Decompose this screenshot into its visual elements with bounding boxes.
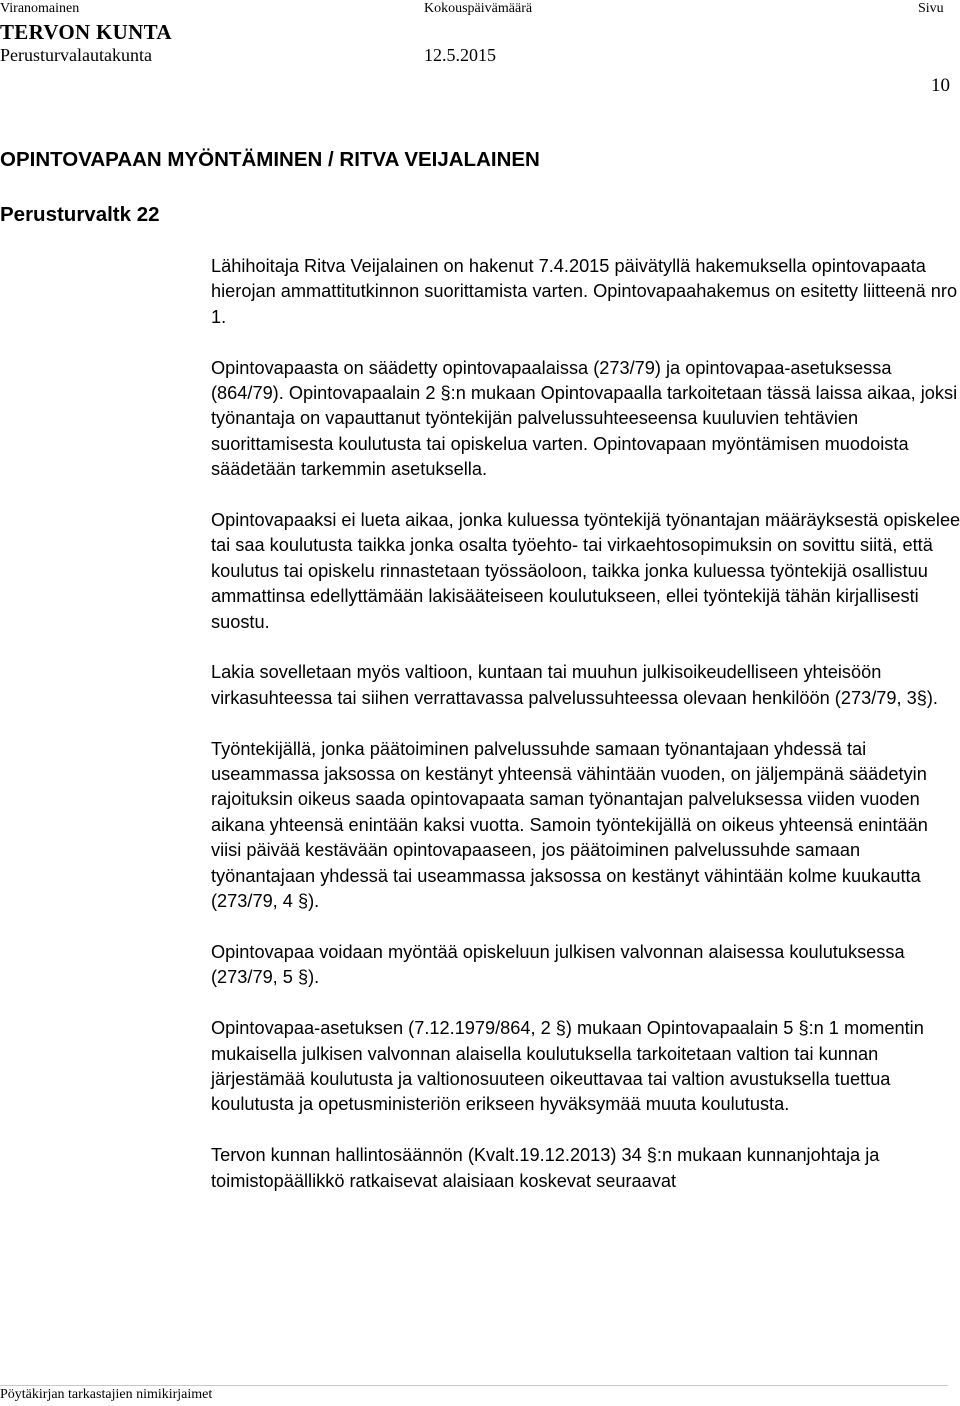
paragraph-application: Lähihoitaja Ritva Veijalainen on hakenut 7.4.2015 päivätyllä hakemuksella opintovapaata hierojan ammattitutkinnon suorittamista varten. Opintovapaahakemus on esitetty liitteenä nro 1.	[211, 256, 958, 327]
paragraph-supervised-education: Opintovapaa voidaan myöntää opiskeluun julkisen valvonnan alaisessa koulutuksessa (273/79, 5 §).	[211, 941, 905, 988]
document-body	[211, 254, 960, 1194]
section-reference: Perusturvaltk 22	[0, 203, 160, 226]
page-number: 10	[931, 75, 950, 96]
footer-divider	[0, 1385, 948, 1386]
paragraph-scope: Lakia sovelletaan myös valtioon, kuntaan tai muuhun julkisoikeudelliseen yhteisöön virkasuhteessa tai siihen verrattavassa palvelussuhteessa olevaan henkilöön (273/79, 3§).	[211, 662, 938, 708]
header-organization: TERVON KUNTA	[0, 20, 172, 44]
document-title: OPINTOVAPAAN MYÖNTÄMINEN / RITVA VEIJALAINEN	[0, 148, 540, 171]
header-authority-label: Viranomainen	[0, 1, 80, 16]
paragraph-exclusions: Opintovapaaksi ei lueta aikaa, jonka kuluessa työntekijä työnantajan määräyksestä opiskelee tai saa koulutusta taikka jonka osalta työehto- tai virkaehtosopimuksin on sovittu siitä, että koulutus tai opiskelu rinnastetaan työssäoloon, taikka jonka kuluessa työntekijä osallistuu ammattinsa edellyttämään lakisääteiseen koulutukseen, ellei työntekijä tähän kirjallisesti suostu.	[211, 510, 960, 632]
header-page-label: Sivu	[918, 1, 944, 16]
header-meeting-date-label: Kokouspäivämäärä	[424, 1, 533, 16]
header-meeting-date: 12.5.2015	[424, 45, 496, 65]
paragraph-administration-rule: Tervon kunnan hallintosäännön (Kvalt.19.12.2013) 34 §:n mukaan kunnanjohtaja ja toimistopäällikkö ratkaisevat alaisiaan koskevat seuraavat	[211, 1145, 880, 1191]
paragraph-entitlement: Työntekijällä, jonka päätoiminen palvelussuhde samaan työnantajaan yhdessä tai useammassa jaksossa on kestänyt yhteensä vähintään vuoden, on jäljempänä säädetyin rajoituksin oikeus saada opintovapaata saman työnantajan palveluksessa viiden vuoden aikana yhteensä enintään kaksi vuotta. Samoin työntekijällä on oikeus yhteensä enintään viisi päivää kestävään opintovapaaseen, jos päätoiminen palvelussuhde samaan työnantajaan yhdessä tai useammassa jaksossa on kestänyt vähintään kolme kuukautta (273/79, 4 §).	[211, 738, 928, 912]
paragraph-decree: Opintovapaa-asetuksen (7.12.1979/864, 2 §) mukaan Opintovapaalain 5 §:n 1 momentin mukaisella julkisen valvonnan alaisella koulutuksella tarkoitetaan valtion tai kunnan järjestämää koulutusta ja valtionosuuteen oikeuttavaa tai valtion avustuksella tuettua koulutusta ja opetusministeriön erikseen hyväksymää muuta koulutusta.	[211, 1018, 924, 1115]
header-board: Perusturvalautakunta	[0, 45, 152, 65]
footer-signature-label: Pöytäkirjan tarkastajien nimikirjaimet	[0, 1387, 213, 1402]
paragraph-law: Opintovapaasta on säädetty opintovapaalaissa (273/79) ja opintovapaa-asetuksessa (864/79). Opintovapaalain 2 §:n mukaan Opintovapaalla tarkoitetaan tässä laissa aikaa, joksi työnantaja on vapauttanut työntekijän palvelussuhteeseensa kuuluvien tehtävien suorittamisesta koulutusta tai opiskelua varten. Opintovapaan myöntämisen muodoista säädetään tarkemmin asetuksella.	[211, 357, 958, 480]
